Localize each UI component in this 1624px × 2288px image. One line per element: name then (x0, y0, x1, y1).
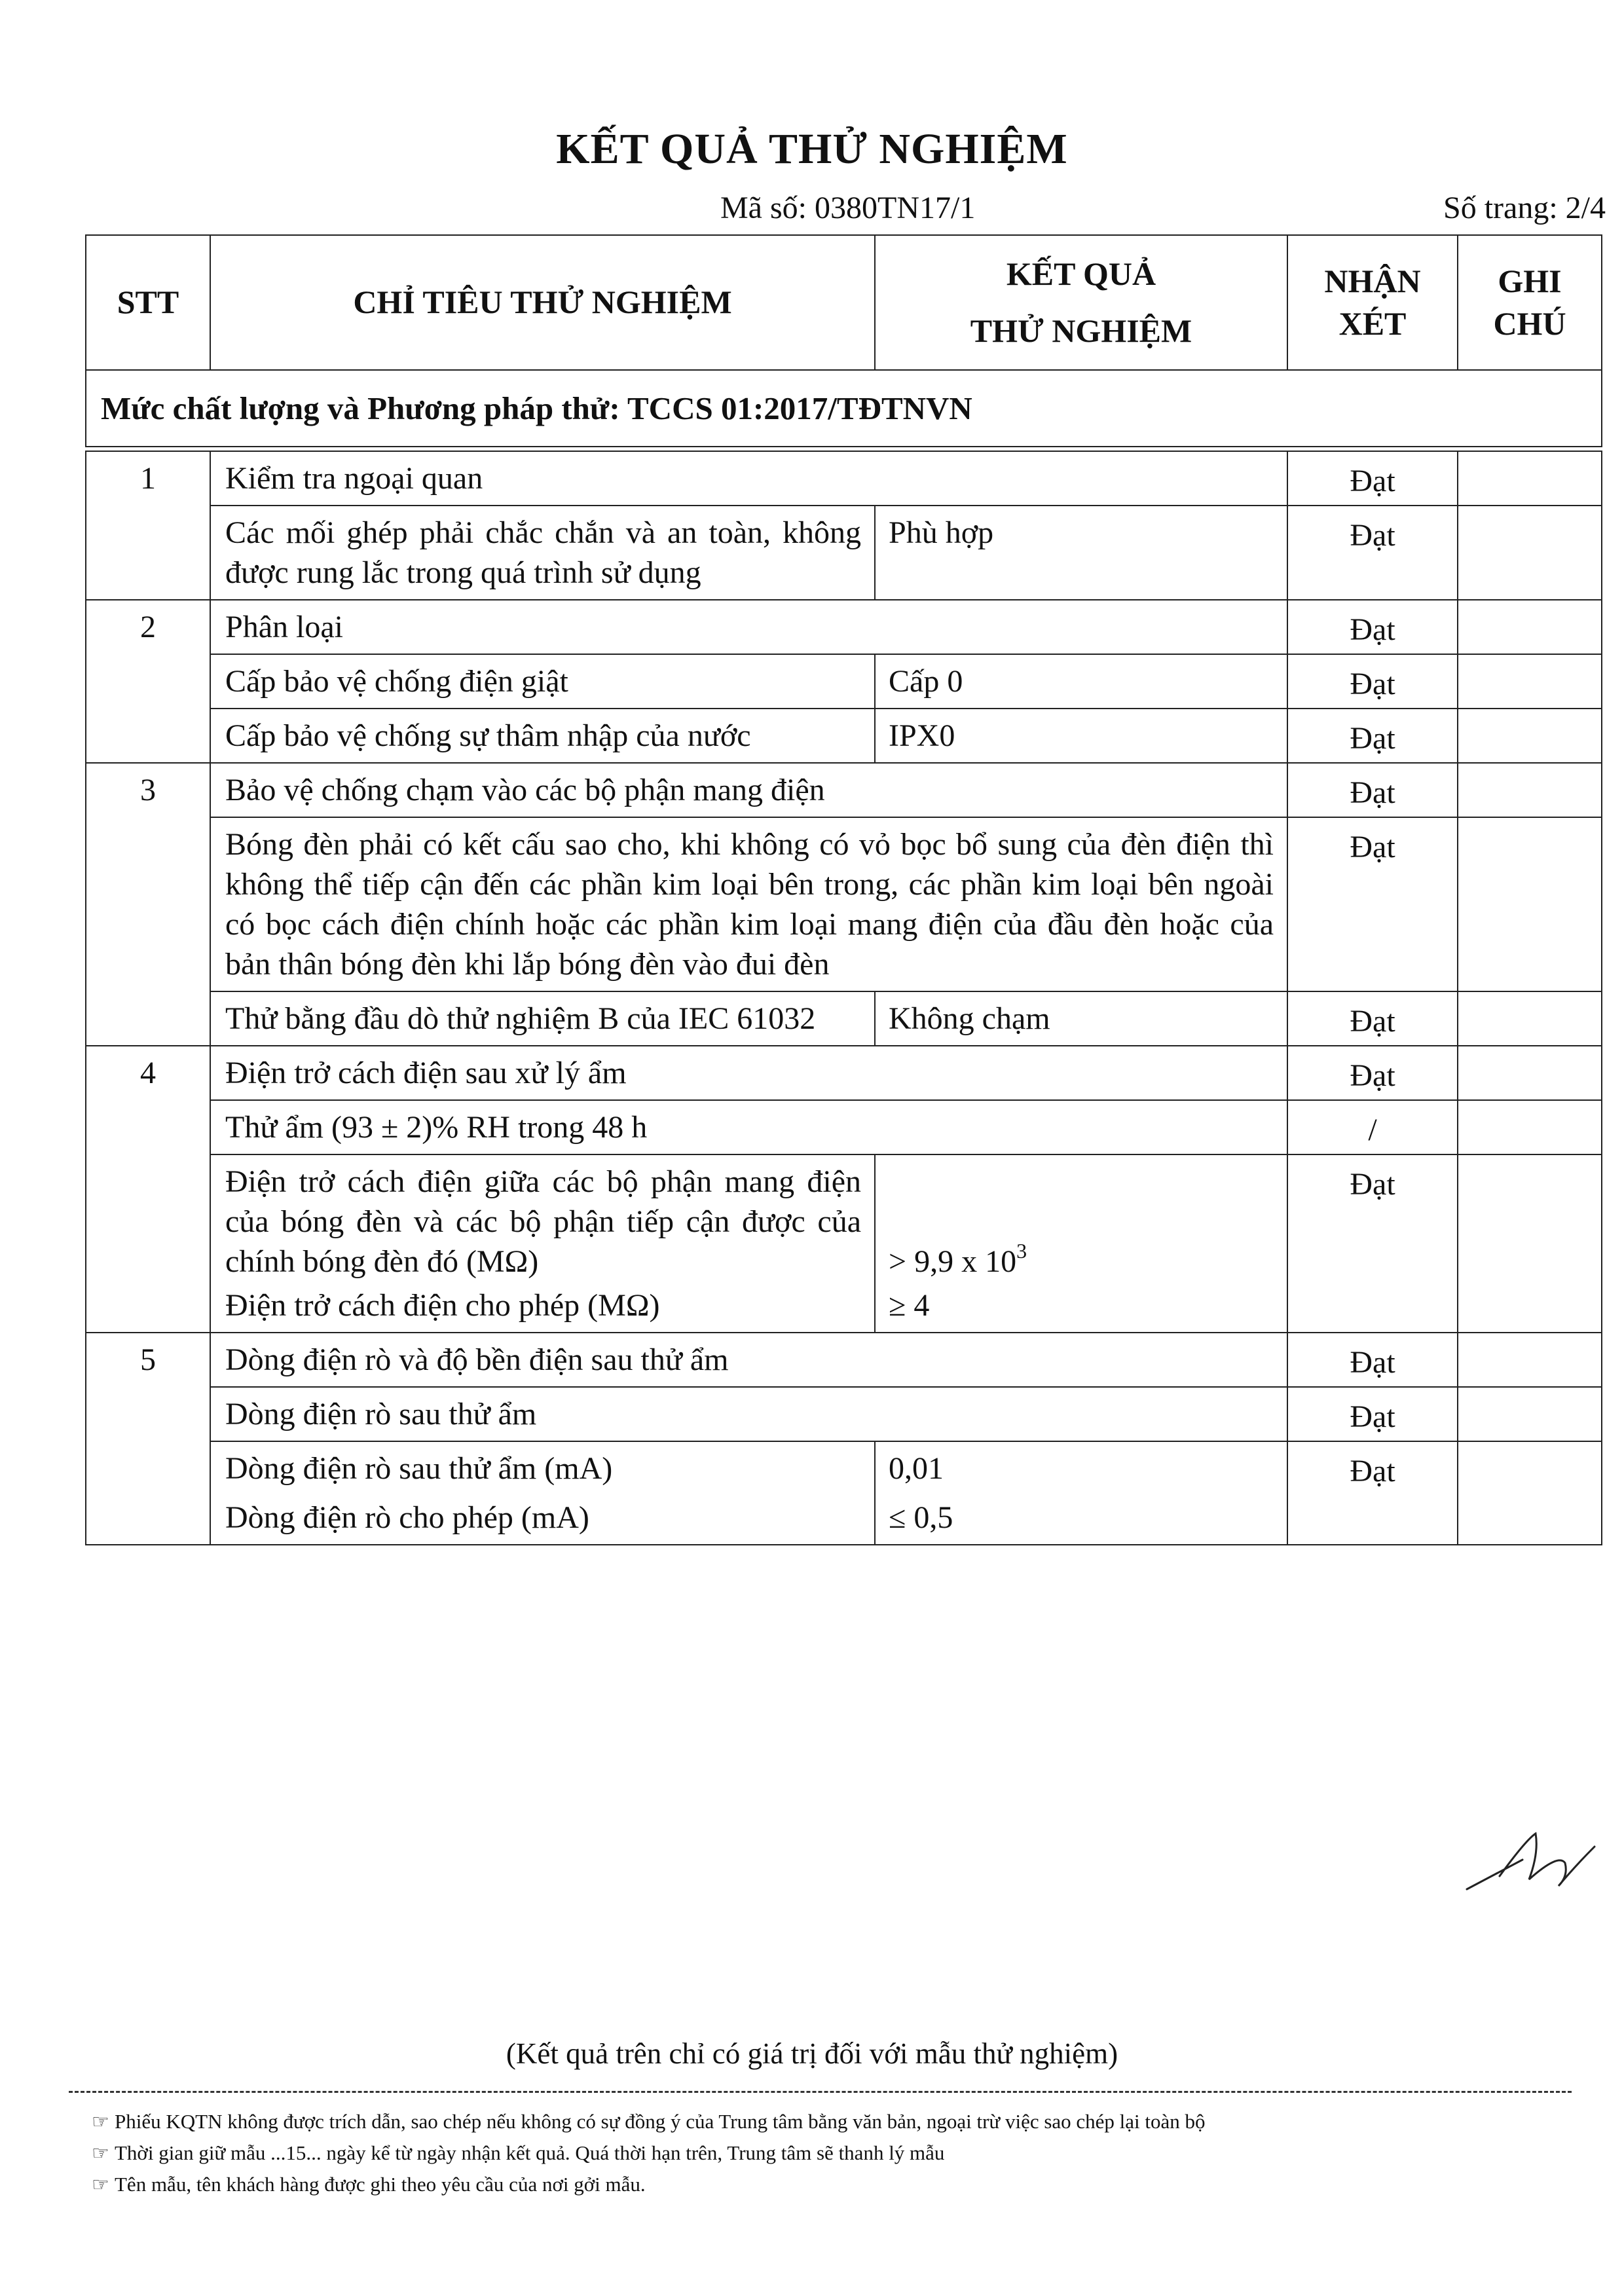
row-note (1458, 1441, 1602, 1545)
row-note (1458, 991, 1602, 1046)
table-row (86, 451, 1602, 506)
table-row (86, 1387, 1602, 1441)
signature-mark (1460, 1827, 1604, 1899)
row-criteria: Thử bằng đầu dò thử nghiệm B của IEC 61032 (210, 991, 875, 1046)
row-note (1458, 1333, 1602, 1387)
row-stt: 1 (86, 451, 210, 600)
table-row (86, 654, 1602, 709)
row-remark: Đạt (1287, 763, 1458, 817)
row-remark: Đạt (1287, 1154, 1458, 1333)
row-stt: 3 (86, 763, 210, 1046)
document-title: KẾT QUẢ THỬ NGHIỆM (556, 125, 1068, 173)
row-criteria: Cấp bảo vệ chống điện giật (210, 654, 875, 709)
row-criteria: Dòng điện rò sau thử ẩm (210, 1387, 1287, 1441)
row-remark: Đạt (1287, 709, 1458, 763)
row-result-group (875, 1154, 1287, 1333)
footnote-2: Thời gian giữ mẫu ...15... ngày kể từ ngày nhận kết quả. Quá thời hạn trên, Trung tâm sẽ thanh lý mẫu (115, 2141, 945, 2164)
header-result-line1: KẾT QUẢ (1006, 255, 1156, 292)
row-stt: 4 (86, 1046, 210, 1333)
header-remark (1287, 235, 1458, 370)
row-note (1458, 817, 1602, 991)
row-result-base: > 9,9 x 10 (889, 1244, 1017, 1279)
row-note (1458, 763, 1602, 817)
header-note (1458, 235, 1602, 370)
table-row (86, 1046, 1602, 1100)
results-table (85, 451, 1602, 1545)
row-remark: Đạt (1287, 654, 1458, 709)
row-remark: Đạt (1287, 817, 1458, 991)
row-note (1458, 654, 1602, 709)
row-criteria: Điện trở cách điện cho phép (MΩ) (225, 1288, 660, 1323)
footnote-3: Tên mẫu, tên khách hàng được ghi theo yêu cầu của nơi gởi mẫu. (115, 2173, 646, 2196)
row-criteria: Phân loại (210, 600, 1287, 654)
row-stt: 2 (86, 600, 210, 763)
row-result-exponent: 3 (1016, 1239, 1027, 1263)
table-row (86, 1100, 1602, 1154)
table-row (86, 709, 1602, 763)
row-note (1458, 1100, 1602, 1154)
row-stt: 5 (86, 1333, 210, 1545)
table-row (86, 1154, 1602, 1333)
row-result: Không chạm (875, 991, 1287, 1046)
row-criteria: Điện trở cách điện sau xử lý ẩm (210, 1046, 1287, 1100)
row-criteria: Dòng điện rò cho phép (mA) (225, 1500, 589, 1535)
header-remark-line1: NHẬN (1324, 262, 1421, 299)
row-result-group (875, 1441, 1287, 1545)
standard-row: Mức chất lượng và Phương pháp thử: TCCS 01:2017/TĐTNVN (86, 370, 1602, 447)
row-remark: Đạt (1287, 506, 1458, 600)
row-result: ≥ 4 (889, 1288, 930, 1323)
header-result-line2: THỬ NGHIỆM (970, 312, 1192, 349)
row-note (1458, 1046, 1602, 1100)
row-remark: / (1287, 1100, 1458, 1154)
row-remark: Đạt (1287, 451, 1458, 506)
page-number: Số trang: 2/4 (1443, 191, 1606, 225)
row-criteria-group (210, 1154, 875, 1333)
row-note (1458, 1154, 1602, 1333)
validity-note: (Kết quả trên chỉ có giá trị đối với mẫu thử nghiệm) (506, 2037, 1118, 2070)
row-remark: Đạt (1287, 1387, 1458, 1441)
row-result: IPX0 (875, 709, 1287, 763)
hand-pointer-icon: ☞ (92, 2143, 109, 2164)
row-criteria: Bảo vệ chống chạm vào các bộ phận mang điện (210, 763, 1287, 817)
row-note (1458, 1387, 1602, 1441)
table-row (86, 817, 1602, 991)
table-row (86, 600, 1602, 654)
row-remark: Đạt (1287, 1441, 1458, 1545)
footnote-1: Phiếu KQTN không được trích dẫn, sao chép nếu không có sự đồng ý của Trung tâm bằng văn bản, ngoại trừ việc sao chép lại toàn bộ (115, 2110, 1206, 2133)
header-stt: STT (86, 235, 210, 370)
header-criteria: CHỈ TIÊU THỬ NGHIỆM (210, 235, 875, 370)
hand-pointer-icon: ☞ (92, 2111, 109, 2133)
hand-pointer-icon: ☞ (92, 2174, 109, 2196)
row-criteria-group (210, 1441, 875, 1545)
row-result (889, 1239, 1275, 1282)
document-code: Mã số: 0380TN17/1 (720, 191, 976, 225)
row-remark: Đạt (1287, 600, 1458, 654)
header-result (875, 235, 1287, 370)
table-row (86, 1441, 1602, 1545)
row-criteria: Dòng điện rò và độ bền điện sau thử ẩm (210, 1333, 1287, 1387)
table-row (86, 763, 1602, 817)
table-header (85, 234, 1602, 447)
row-note (1458, 451, 1602, 506)
row-note (1458, 709, 1602, 763)
row-remark: Đạt (1287, 1333, 1458, 1387)
table-row (86, 991, 1602, 1046)
row-criteria: Dòng điện rò sau thử ẩm (mA) (225, 1451, 613, 1486)
row-remark: Đạt (1287, 991, 1458, 1046)
header-note-line1: GHI (1498, 262, 1562, 299)
row-result: 0,01 (889, 1451, 944, 1486)
footer-divider (69, 2091, 1572, 2093)
row-criteria: Cấp bảo vệ chống sự thâm nhập của nước (210, 709, 875, 763)
row-result: ≤ 0,5 (889, 1500, 953, 1535)
row-result: Cấp 0 (875, 654, 1287, 709)
header-remark-line2: XÉT (1338, 304, 1407, 342)
row-criteria: Kiểm tra ngoại quan (210, 451, 1287, 506)
table-row (86, 506, 1602, 600)
table-row (86, 1333, 1602, 1387)
row-criteria: Thử ẩm (93 ± 2)% RH trong 48 h (210, 1100, 1287, 1154)
row-remark: Đạt (1287, 1046, 1458, 1100)
row-criteria: Các mối ghép phải chắc chắn và an toàn, không được rung lắc trong quá trình sử dụng (210, 506, 875, 600)
row-criteria: Bóng đèn phải có kết cấu sao cho, khi không có vỏ bọc bổ sung của đèn điện thì không thể tiếp cận đến các phần kim loại bên trong, các phần kim loại bên ngoài có bọc cách điện chính hoặc các phần kim loại mang điện của đầu đèn hoặc của bản thân bóng đèn khi lắp bóng đèn vào đui đèn (210, 817, 1287, 991)
row-note (1458, 600, 1602, 654)
row-criteria: Điện trở cách điện giữa các bộ phận mang điện của bóng đèn và các bộ phận tiếp cận được của chính bóng đèn đó (MΩ) (225, 1164, 861, 1279)
row-result: Phù hợp (875, 506, 1287, 600)
row-note (1458, 506, 1602, 600)
header-note-line2: CHÚ (1493, 304, 1566, 342)
